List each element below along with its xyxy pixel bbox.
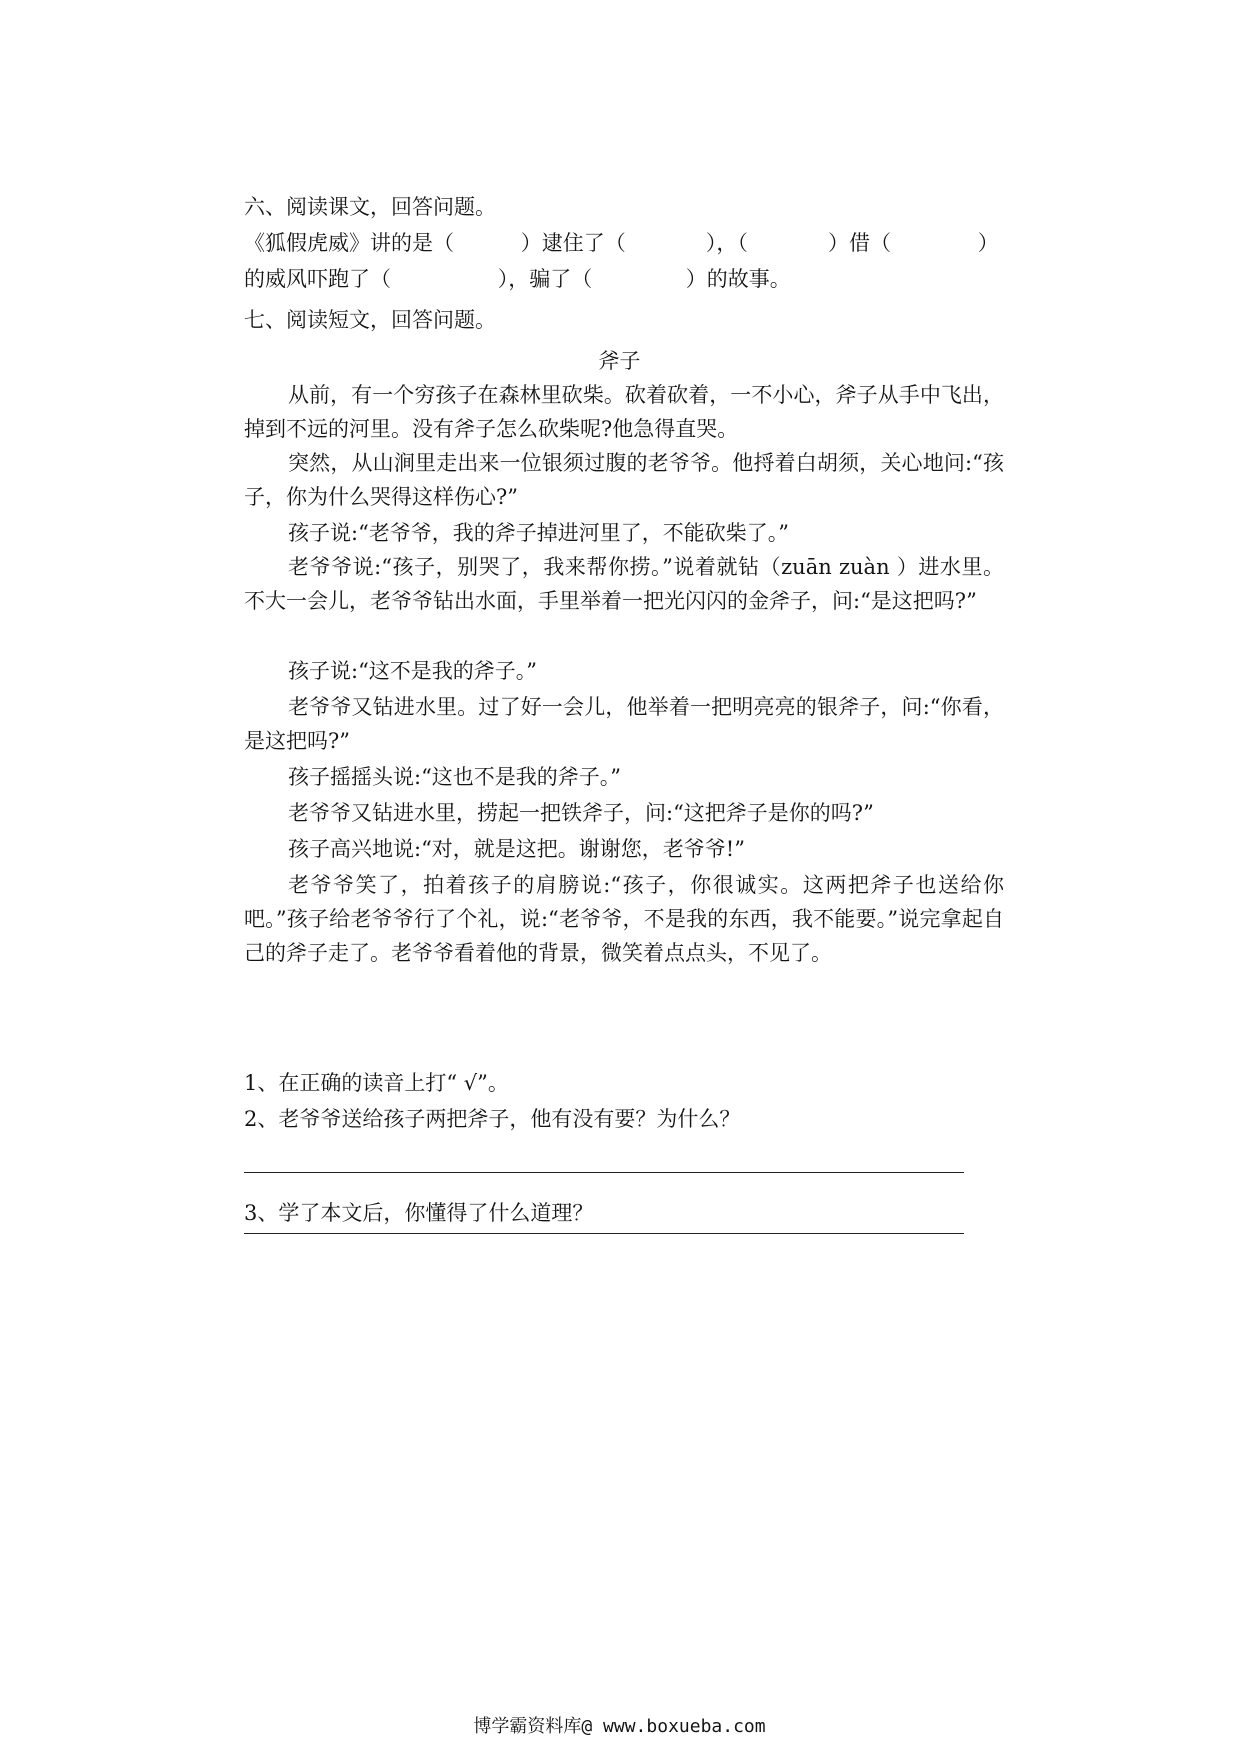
answer-line-2[interactable] [244,1172,964,1173]
section-6-question-line-2: 的威风吓跑了（ ），骗了（ ）的故事。 [244,267,791,291]
story-paragraph-8: 老爷爷又钻进水里，捞起一把铁斧子，问:“这把斧子是你的吗?” [288,801,874,825]
story-paragraph-2: 突然，从山涧里走出来一位银须过腹的老爷爷。他捋着白胡须，关心地问:“孩子，你为什么哭得这样伤心?” [244,451,1004,509]
question-2: 2、老爷爷送给孩子两把斧子，他有没有要？为什么？ [244,1107,741,1131]
story-paragraph-1: 从前，有一个穷孩子在森林里砍柴。砍着砍着，一不小心，斧子从手中飞出，掉到不远的河里。没有斧子怎么砍柴呢?他急得直哭。 [244,383,1004,441]
section-6-heading: 六、阅读课文，回答问题。 [244,195,496,219]
section-6-question-line-1: 《狐假虎威》讲的是（ ）逮住了（ ），（ ）借（ ） [244,231,999,255]
story-paragraph-10: 老爷爷笑了，拍着孩子的肩膀说:“孩子，你很诚实。这两把斧子也送给你吧。”孩子给老爷爷行了个礼，说:“老爷爷，不是我的东西，我不能要。”说完拿起自己的斧子走了。老爷爷看着他的背景，微笑着点点头，不见了。 [244,873,1004,965]
question-3: 3、学了本文后，你懂得了什么道理？ [244,1201,594,1225]
story-paragraph-5: 孩子说:“这不是我的斧子。” [288,659,538,683]
story-paragraph-4: 老爷爷说:“孩子，别哭了，我来帮你捞。”说着就钻（zuān zuàn ）进水里。不大一会儿，老爷爷钻出水面，手里举着一把光闪闪的金斧子，问:“是这把吗?” [244,555,1004,613]
story-title: 斧子 [598,349,641,373]
story-paragraph-6: 老爷爷又钻进水里。过了好一会儿，他举着一把明亮亮的银斧子，问:“你看，是这把吗?” [244,695,1004,753]
section-7-heading: 七、阅读短文，回答问题。 [244,308,496,332]
story-paragraph-7: 孩子摇摇头说:“这也不是我的斧子。” [288,765,622,789]
answer-line-3[interactable] [244,1233,964,1234]
footer-watermark [0,1712,1239,1738]
story-paragraph-9: 孩子高兴地说:“对，就是这把。谢谢您，老爷爷!” [288,837,745,861]
story-paragraph-3: 孩子说:“老爷爷，我的斧子掉进河里了，不能砍柴了。” [288,521,790,545]
question-1: 1、在正确的读音上打“ √”。 [244,1071,509,1095]
footer-site-name: 博学霸资料库 [473,1716,582,1737]
footer-site-url: @ www.boxueba.com [581,1716,766,1737]
